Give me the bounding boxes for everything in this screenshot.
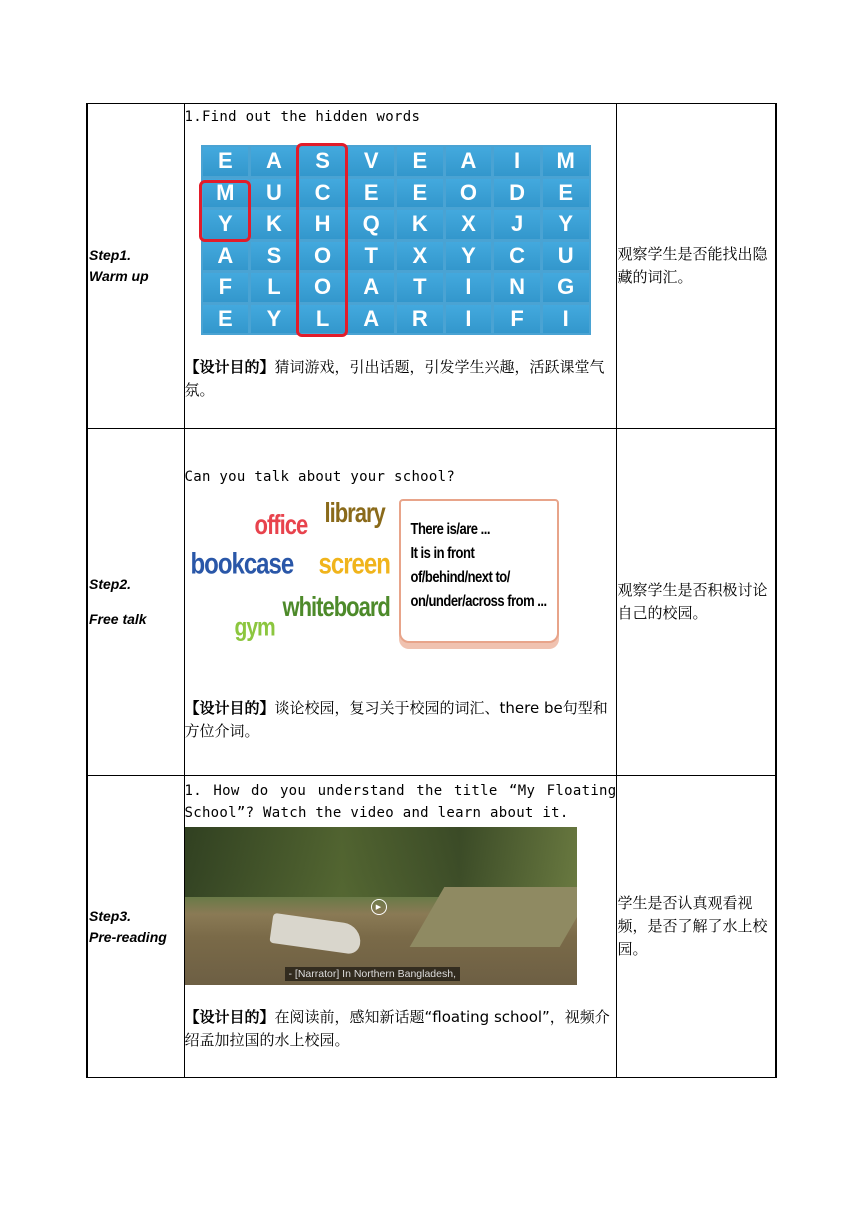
step-title: Step1. Warm up bbox=[89, 247, 149, 284]
grid-letter: M bbox=[543, 147, 589, 176]
hidden-word-grid bbox=[201, 145, 591, 335]
grid-letter: J bbox=[494, 210, 540, 239]
observation-cell bbox=[616, 104, 776, 429]
grid-letter: F bbox=[203, 273, 249, 302]
grid-letter: D bbox=[494, 179, 540, 208]
step-cell bbox=[87, 776, 184, 1078]
grid-letter: X bbox=[446, 210, 492, 239]
grid-letter: O bbox=[300, 242, 346, 271]
word-library: library bbox=[324, 497, 385, 529]
grid-letter: R bbox=[397, 305, 443, 334]
grid-letter: T bbox=[397, 273, 443, 302]
grid-letter: I bbox=[543, 305, 589, 334]
task-text: 1.Find out the hidden words bbox=[184, 109, 421, 125]
lesson-plan-table bbox=[86, 103, 777, 1078]
word-office: office bbox=[254, 509, 308, 541]
video-player[interactable] bbox=[185, 827, 577, 985]
grid-letter: I bbox=[494, 147, 540, 176]
grid-letter: T bbox=[348, 242, 394, 271]
grid-letter: E bbox=[203, 305, 249, 334]
grid-letter: O bbox=[300, 273, 346, 302]
grid-letter: C bbox=[300, 179, 346, 208]
word-screen: screen bbox=[318, 547, 390, 581]
step-title: Step3. Pre-reading bbox=[89, 907, 167, 945]
step-title: Step2. Free talk bbox=[89, 576, 147, 627]
grid-letter: I bbox=[446, 273, 492, 302]
grid-letter: G bbox=[543, 273, 589, 302]
table-row-step2 bbox=[87, 429, 776, 776]
grid-letter: I bbox=[446, 305, 492, 334]
grid-letter: A bbox=[203, 242, 249, 271]
grid-letter: E bbox=[348, 179, 394, 208]
grid-letter: Y bbox=[543, 210, 589, 239]
grid-letter: F bbox=[494, 305, 540, 334]
task-text: Can you talk about your school? bbox=[184, 469, 456, 485]
grid-letter: L bbox=[300, 305, 346, 334]
grid-letter: Y bbox=[251, 305, 297, 334]
grid-letter: U bbox=[543, 242, 589, 271]
word-bookcase: bookcase bbox=[190, 547, 294, 581]
observation-text: 学生是否认真观看视频，是否了解了水上校园。 bbox=[617, 894, 768, 958]
grid-letter: O bbox=[446, 179, 492, 208]
grid-letter: C bbox=[494, 242, 540, 271]
task-text: 1. How do you understand the title “My Floating School”? Watch the video and learn about it. bbox=[184, 783, 617, 821]
sentence-pattern-book: There is/are ... It is in front of/behind/next to/ on/under/across from ... bbox=[399, 499, 559, 643]
grid-letter: E bbox=[397, 147, 443, 176]
activity-cell bbox=[184, 104, 616, 429]
word-gym: gym bbox=[234, 613, 275, 642]
observation-cell bbox=[616, 776, 776, 1078]
grid-letter: M bbox=[203, 179, 249, 208]
highlight-my bbox=[199, 180, 251, 242]
grid-letter: E bbox=[397, 179, 443, 208]
grid-letter: L bbox=[251, 273, 297, 302]
grid-letter: A bbox=[446, 147, 492, 176]
step-cell bbox=[87, 104, 184, 429]
video-caption: - [Narrator] In Northern Bangladesh, bbox=[285, 967, 461, 981]
grid-letter: A bbox=[348, 273, 394, 302]
observation-text: 观察学生是否能找出隐藏的词汇。 bbox=[617, 245, 768, 286]
highlight-school bbox=[296, 143, 348, 337]
video-thumbnail-boat bbox=[269, 913, 362, 955]
grid-letter: A bbox=[251, 147, 297, 176]
design-purpose: 【设计目的】在阅读前，感知新话题“floating school”，视频介绍孟加拉国的水上校园。 bbox=[184, 1008, 610, 1049]
grid-letter: K bbox=[397, 210, 443, 239]
grid-letter: V bbox=[348, 147, 394, 176]
table-row-step3 bbox=[87, 776, 776, 1078]
word-whiteboard: whiteboard bbox=[282, 591, 390, 623]
grid-letter: K bbox=[251, 210, 297, 239]
design-purpose: 【设计目的】猜词游戏，引出话题，引发学生兴趣，活跃课堂气氛。 bbox=[184, 358, 605, 399]
grid-letter: U bbox=[251, 179, 297, 208]
observation-cell bbox=[616, 429, 776, 776]
activity-cell bbox=[184, 429, 616, 776]
grid-letter: S bbox=[300, 147, 346, 176]
grid-letter: E bbox=[203, 147, 249, 176]
design-purpose: 【设计目的】谈论校园，复习关于校园的词汇、there be句型和方位介词。 bbox=[184, 699, 608, 740]
grid-letter: N bbox=[494, 273, 540, 302]
activity-cell bbox=[184, 776, 616, 1078]
grid-letter: Y bbox=[446, 242, 492, 271]
grid-letter: E bbox=[543, 179, 589, 208]
grid-letter: A bbox=[348, 305, 394, 334]
observation-text: 观察学生是否积极讨论自己的校园。 bbox=[617, 581, 768, 622]
grid-letter: Y bbox=[203, 210, 249, 239]
table-row-step1 bbox=[87, 104, 776, 429]
play-icon[interactable]: ▶ bbox=[371, 899, 387, 915]
grid-letter: Q bbox=[348, 210, 394, 239]
grid-letter: H bbox=[300, 210, 346, 239]
grid-letter: S bbox=[251, 242, 297, 271]
step-cell bbox=[87, 429, 184, 776]
grid-letter: X bbox=[397, 242, 443, 271]
